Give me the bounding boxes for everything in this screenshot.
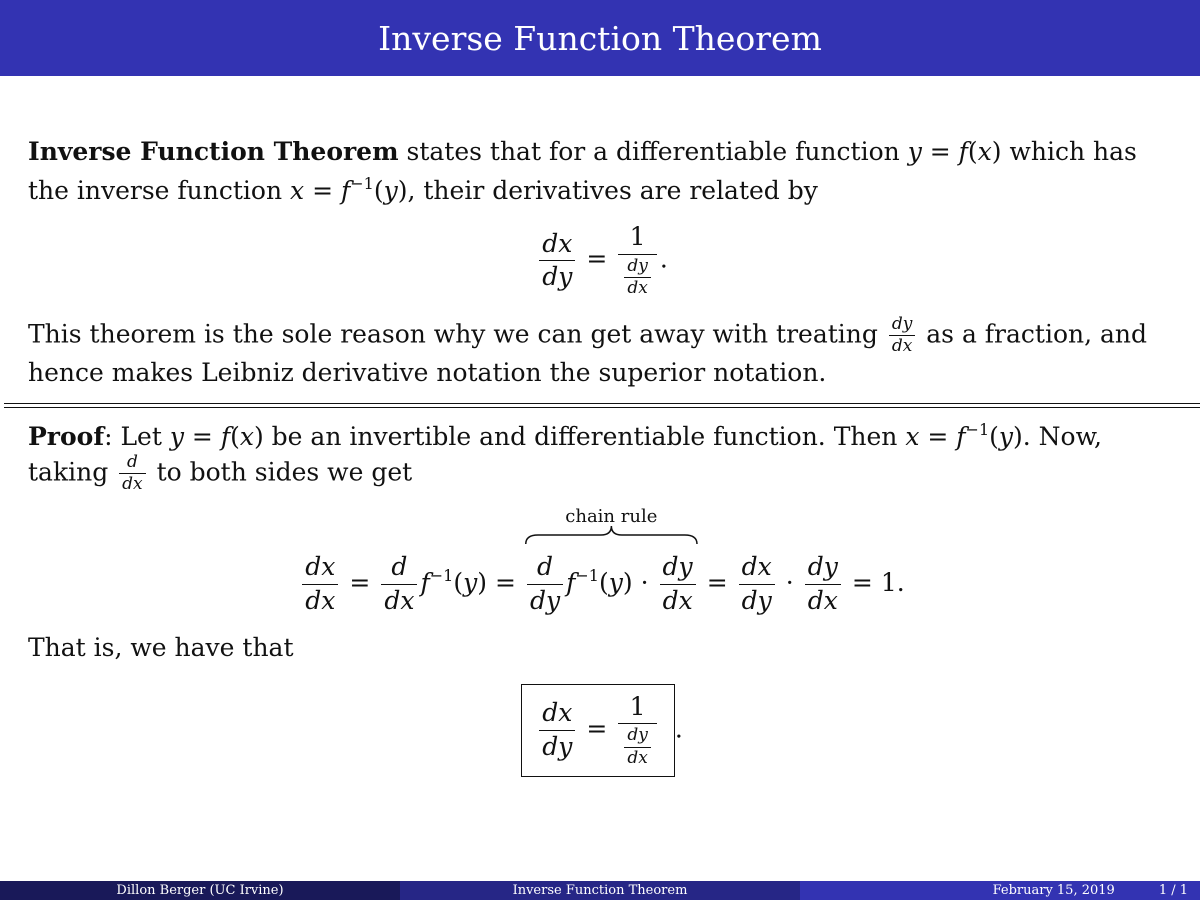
chain-rule-group: chain rule $\frac{d}{dy}$ $f^{-1}(y)$ · $\frac{dy}{dx}$ (524, 553, 699, 616)
proof-equation: $\frac{dx}{dx}$ = $\frac{d}{dx}$ $f^{-1}(y)$ = chain rule $\frac{d}{dy}$ $f^{-1}(y)$ · $\frac{dy}{dx}$ = $\frac{dx}{dy}$ · $\frac{dy}{dx}$ = 1. (28, 553, 1176, 616)
theorem-text-1: states that for a differentiable function (398, 137, 908, 166)
proof-text-4: to both sides we get (148, 457, 413, 487)
math-x-equals-finv: $x = f^{-1}(y)$ (290, 174, 408, 205)
math-d-dx: $\frac{d}{dx}$ (119, 453, 145, 495)
proof-text-3: . Now, taking (28, 421, 1102, 487)
math-x-equals-finv-2: $x = f^{-1}(y)$ (905, 419, 1023, 451)
chain-rule-label: chain rule (565, 506, 658, 528)
footer-author: Dillon Berger (UC Irvine) (0, 881, 400, 900)
theorem-text-2: which has the inverse function (28, 137, 1137, 205)
footer-page-number: 1 / 1 (1158, 883, 1188, 898)
math-y-equals-fx-2: y = f(x) (169, 421, 264, 451)
theorem-remark (28, 315, 1176, 389)
proof-text-1: : Let (104, 421, 170, 451)
footer-date: February 15, 2019 (992, 883, 1115, 898)
theorem-equation: $\frac{dx}{dy}$ = $\frac{1}{\frac{dy}{dx}}$ . (28, 223, 1176, 299)
math-dy-dx: $\frac{dy}{dx}$ (889, 315, 916, 357)
remark-text-2: as a fraction, and hence makes Leibniz derivative notation the superior notation. (28, 319, 1147, 387)
footer-title: Inverse Function Theorem (400, 881, 800, 900)
math-y-equals-fx: y = f(x) (907, 137, 1002, 166)
boxed-result: $\frac{dx}{dy}$ = $\frac{1}{\frac{dy}{dx}}$ . (28, 684, 1176, 778)
remark-text-1: This theorem is the sole reason why we can get away with treating (28, 319, 886, 349)
theorem-statement (28, 136, 1176, 207)
result-box: $\frac{dx}{dy}$ = $\frac{1}{\frac{dy}{dx}}$ (521, 684, 675, 778)
proof-label: Proof (28, 421, 105, 451)
proof-text-2: be an invertible and differentiable function. Then (263, 421, 906, 451)
slide-title: Inverse Function Theorem (0, 0, 1200, 76)
proof-intro (28, 414, 1176, 495)
that-is-text: That is, we have that (28, 632, 294, 662)
theorem-name: Inverse Function Theorem (28, 137, 399, 166)
slide-footer (0, 881, 1200, 900)
double-rule-divider (4, 403, 1200, 408)
slide-content (28, 136, 1176, 793)
theorem-text-3: , their derivatives are related by (407, 176, 818, 205)
overbrace (524, 525, 699, 545)
footer-meta (800, 881, 1200, 900)
